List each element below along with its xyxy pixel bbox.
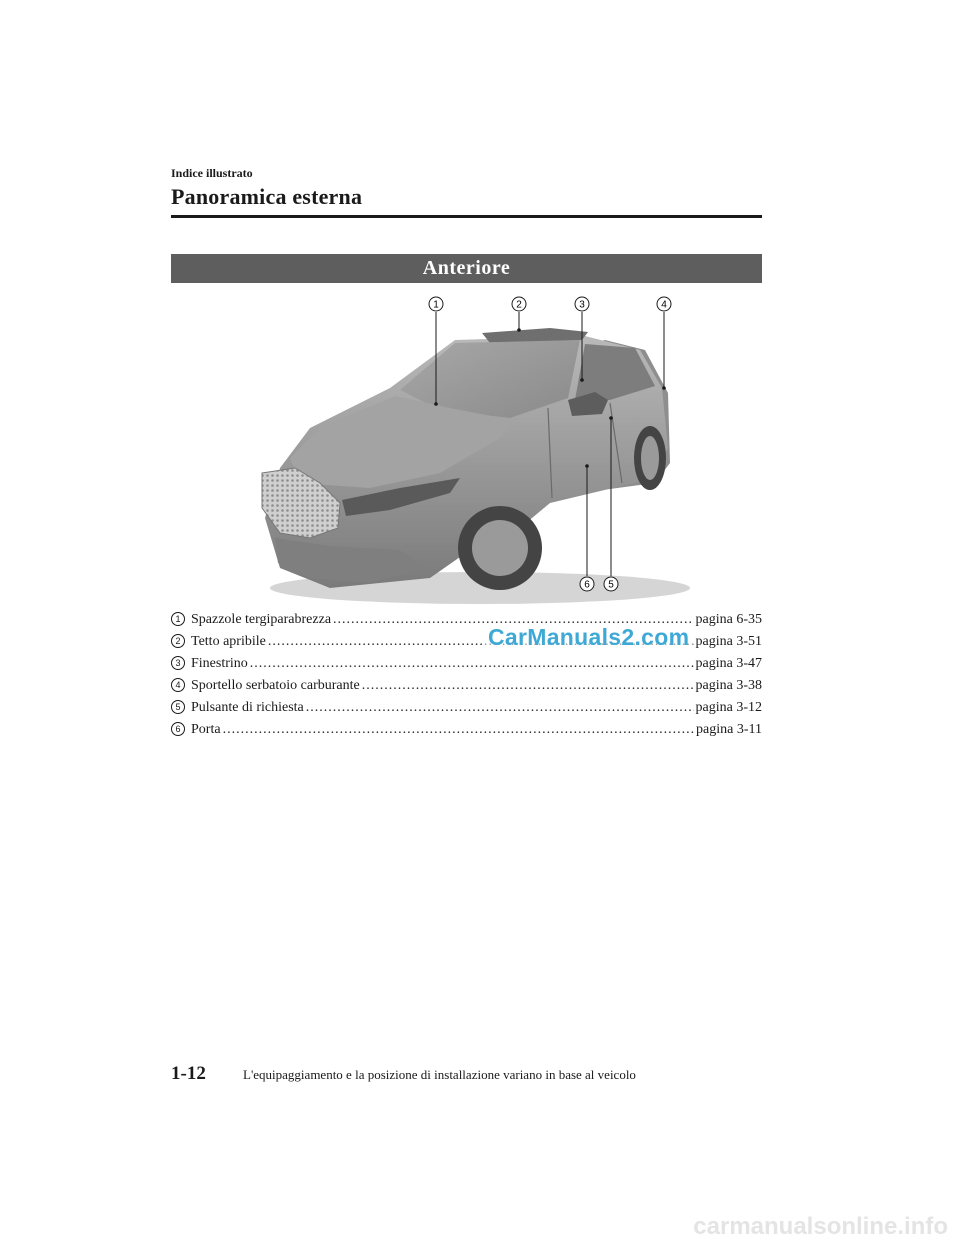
circled-number-icon: 3 bbox=[171, 656, 185, 670]
circled-number-icon bbox=[657, 297, 671, 311]
svg-text:1: 1 bbox=[433, 299, 439, 311]
circled-number-icon bbox=[512, 297, 526, 311]
item-page-ref[interactable]: pagina 6-35 bbox=[695, 612, 762, 627]
svg-text:3: 3 bbox=[579, 299, 585, 311]
item-page-ref[interactable]: pagina 3-38 bbox=[695, 678, 762, 693]
dot-leader bbox=[362, 676, 694, 696]
dot-leader bbox=[250, 654, 694, 674]
section-banner: Anteriore bbox=[171, 254, 762, 283]
circled-number-icon bbox=[580, 577, 594, 591]
circled-number-icon bbox=[429, 297, 443, 311]
item-page-ref[interactable]: pagina 3-11 bbox=[696, 722, 762, 737]
section-label: Indice illustrato bbox=[171, 166, 253, 180]
page-title: Panoramica esterna bbox=[171, 184, 363, 209]
item-label: Tetto apribile bbox=[191, 634, 266, 649]
svg-text:2: 2 bbox=[516, 299, 522, 311]
dot-leader bbox=[306, 698, 694, 718]
dot-leader bbox=[223, 720, 694, 740]
page-number: 1-12 bbox=[171, 1063, 206, 1084]
svg-text:5: 5 bbox=[608, 579, 614, 591]
item-label: Sportello serbatoio carburante bbox=[191, 678, 360, 693]
circled-number-icon bbox=[604, 577, 618, 591]
item-label: Finestrino bbox=[191, 656, 248, 671]
rear-rim-shape bbox=[641, 436, 659, 480]
bottom-watermark: carmanualsonline.info bbox=[693, 1213, 948, 1240]
site-watermark: CarManuals2.com bbox=[484, 624, 693, 651]
list-item bbox=[171, 720, 762, 740]
item-label: Spazzole tergiparabrezza bbox=[191, 612, 332, 627]
circled-number-icon: 1 bbox=[171, 612, 185, 626]
front-rim-shape bbox=[472, 520, 528, 576]
circled-number-icon: 2 bbox=[171, 634, 185, 648]
item-label: Porta bbox=[191, 722, 221, 737]
circled-number-icon: 6 bbox=[171, 722, 185, 736]
svg-text:6: 6 bbox=[584, 579, 590, 591]
item-page-ref[interactable]: pagina 3-47 bbox=[695, 656, 762, 671]
item-page-ref[interactable]: pagina 3-51 bbox=[695, 634, 762, 649]
list-item bbox=[171, 698, 762, 718]
svg-text:4: 4 bbox=[661, 299, 667, 311]
item-label: Pulsante di richiesta bbox=[191, 700, 304, 715]
car-illustration bbox=[250, 288, 690, 608]
circled-number-icon bbox=[575, 297, 589, 311]
car-exterior-figure bbox=[250, 288, 690, 608]
circled-number-icon: 4 bbox=[171, 678, 185, 692]
title-divider bbox=[171, 215, 762, 218]
item-page-ref[interactable]: pagina 3-12 bbox=[695, 700, 762, 715]
list-item bbox=[171, 676, 762, 696]
footer-note: L'equipaggiamento e la posizione di installazione variano in base al veicolo bbox=[243, 1067, 636, 1082]
circled-number-icon: 5 bbox=[171, 700, 185, 714]
list-item bbox=[171, 654, 762, 674]
